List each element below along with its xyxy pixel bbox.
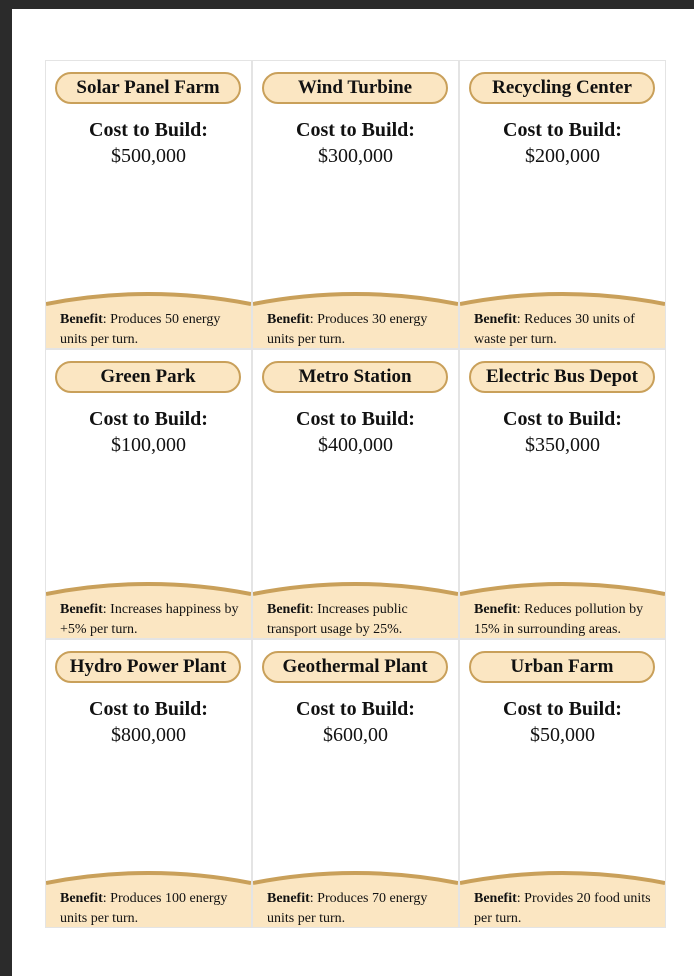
building-card bbox=[252, 60, 459, 349]
card-title: Recycling Center bbox=[469, 72, 655, 104]
benefit-description: : Produces 100 energy units per turn. bbox=[60, 891, 228, 926]
cost-label: Cost to Build: bbox=[503, 698, 622, 720]
cost-label: Cost to Build: bbox=[89, 119, 208, 141]
benefit-label: Benefit bbox=[267, 602, 310, 617]
benefit-text bbox=[474, 600, 659, 639]
benefit-banner bbox=[46, 871, 251, 927]
cost-label: Cost to Build: bbox=[89, 408, 208, 430]
building-card bbox=[252, 639, 459, 928]
cost-value: $200,000 bbox=[525, 145, 600, 167]
benefit-description: : Produces 30 energy units per turn. bbox=[267, 312, 428, 347]
cost-value: $350,000 bbox=[525, 434, 600, 456]
building-card bbox=[459, 349, 666, 639]
benefit-text bbox=[474, 310, 659, 349]
cost-value: $400,000 bbox=[318, 434, 393, 456]
benefit-text bbox=[267, 310, 452, 349]
benefit-text bbox=[267, 889, 452, 928]
benefit-label: Benefit bbox=[60, 891, 103, 906]
benefit-text bbox=[60, 889, 245, 928]
card-title: Wind Turbine bbox=[262, 72, 448, 104]
benefit-label: Benefit bbox=[267, 312, 310, 327]
benefit-description: : Reduces 30 units of waste per turn. bbox=[474, 312, 635, 347]
benefit-banner bbox=[460, 871, 665, 927]
building-card bbox=[459, 639, 666, 928]
benefit-description: : Reduces pollution by 15% in surrounding areas. bbox=[474, 602, 644, 637]
benefit-banner bbox=[253, 582, 458, 638]
cost-label: Cost to Build: bbox=[296, 119, 415, 141]
cost-value: $50,000 bbox=[530, 724, 595, 746]
benefit-text bbox=[474, 889, 659, 928]
benefit-label: Benefit bbox=[474, 312, 517, 327]
benefit-description: : Increases public transport usage by 25%. bbox=[267, 602, 408, 637]
cost-value: $300,000 bbox=[318, 145, 393, 167]
document-page bbox=[12, 9, 694, 976]
building-card bbox=[45, 349, 252, 639]
benefit-banner bbox=[460, 582, 665, 638]
benefit-banner bbox=[460, 292, 665, 348]
benefit-description: : Produces 70 energy units per turn. bbox=[267, 891, 428, 926]
benefit-text bbox=[60, 600, 245, 639]
cost-label: Cost to Build: bbox=[503, 408, 622, 430]
benefit-text bbox=[60, 310, 245, 349]
benefit-description: : Produces 50 energy units per turn. bbox=[60, 312, 221, 347]
benefit-label: Benefit bbox=[267, 891, 310, 906]
card-title: Electric Bus Depot bbox=[469, 361, 655, 393]
cost-value: $600,00 bbox=[323, 724, 388, 746]
building-card bbox=[45, 60, 252, 349]
card-title: Urban Farm bbox=[469, 651, 655, 683]
cost-label: Cost to Build: bbox=[503, 119, 622, 141]
benefit-label: Benefit bbox=[474, 602, 517, 617]
card-title: Hydro Power Plant bbox=[55, 651, 241, 683]
cost-value: $500,000 bbox=[111, 145, 186, 167]
benefit-banner bbox=[253, 292, 458, 348]
cost-value: $800,000 bbox=[111, 724, 186, 746]
card-title: Geothermal Plant bbox=[262, 651, 448, 683]
benefit-description: : Increases happiness by +5% per turn. bbox=[60, 602, 239, 637]
cost-label: Cost to Build: bbox=[296, 698, 415, 720]
building-card bbox=[45, 639, 252, 928]
cost-value: $100,000 bbox=[111, 434, 186, 456]
cost-label: Cost to Build: bbox=[89, 698, 208, 720]
benefit-label: Benefit bbox=[60, 602, 103, 617]
card-grid bbox=[45, 60, 666, 928]
benefit-label: Benefit bbox=[474, 891, 517, 906]
benefit-banner bbox=[46, 292, 251, 348]
benefit-label: Benefit bbox=[60, 312, 103, 327]
cost-label: Cost to Build: bbox=[296, 408, 415, 430]
benefit-description: : Provides 20 food units per turn. bbox=[474, 891, 651, 926]
card-title: Solar Panel Farm bbox=[55, 72, 241, 104]
building-card bbox=[252, 349, 459, 639]
building-card bbox=[459, 60, 666, 349]
benefit-text bbox=[267, 600, 452, 639]
benefit-banner bbox=[253, 871, 458, 927]
benefit-banner bbox=[46, 582, 251, 638]
card-title: Green Park bbox=[55, 361, 241, 393]
card-title: Metro Station bbox=[262, 361, 448, 393]
